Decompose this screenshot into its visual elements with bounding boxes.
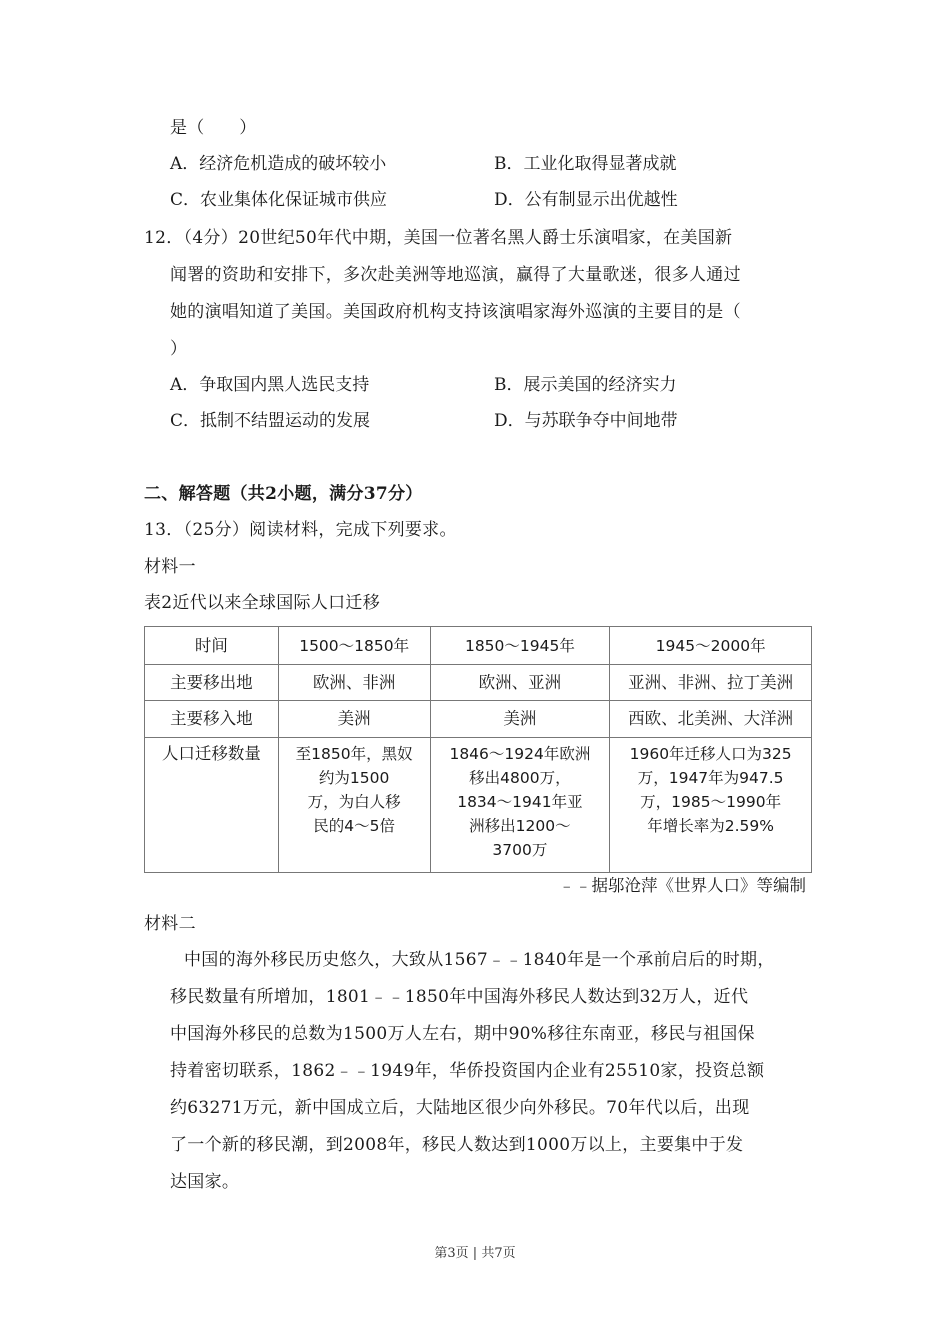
q11-option-c: C．农业集体化保证城市供应 xyxy=(170,190,388,210)
q12-option-a: A．争取国内黑人选民支持 xyxy=(170,375,370,395)
table-header-cell: 时间 xyxy=(145,627,279,665)
table-header-row xyxy=(145,627,812,665)
table-cell: 1960年迁移人口为325 万，1947年为947.5 万，1985～1990年 年增长率为2.59% xyxy=(610,738,812,873)
row-label: 主要移出地 xyxy=(145,665,279,701)
row-label: 人口迁移数量 xyxy=(145,738,279,873)
row-label: 主要移入地 xyxy=(145,701,279,738)
material-2-line: 达国家。 xyxy=(170,1172,240,1192)
page-footer: 第3页 | 共7页 xyxy=(434,1246,516,1261)
material-2-line: 持着密切联系，1862﹣﹣1949年，华侨投资国内企业有25510家，投资总额 xyxy=(170,1061,765,1081)
section-heading: 二、解答题（共2小题，满分37分） xyxy=(144,484,423,504)
q12-line-1: 12．（4分）20世纪50年代中期，美国一位著名黑人爵士乐演唱家，在美国新 xyxy=(144,228,733,248)
q11-option-d: D．公有制显示出优越性 xyxy=(494,190,678,210)
table-cell: 至1850年，黑奴 约为1500 万，为白人移 民的4～5倍 xyxy=(278,738,430,873)
table-source-note: ﹣﹣据邬沧萍《世界人口》等编制 xyxy=(558,876,806,895)
table-cell: 亚洲、非洲、拉丁美洲 xyxy=(610,665,812,701)
q11-stem-end: 是（ ） xyxy=(170,118,257,138)
table-cell: 欧洲、非洲 xyxy=(278,665,430,701)
table-caption: 表2近代以来全球国际人口迁移 xyxy=(144,593,381,613)
migration-table xyxy=(144,626,812,873)
material-2-line: 了一个新的移民潮，到2008年，移民人数达到1000万以上，主要集中于发 xyxy=(170,1135,744,1155)
table-row xyxy=(145,738,812,873)
material-2-label: 材料二 xyxy=(144,914,196,934)
q13-intro: 13．（25分）阅读材料，完成下列要求。 xyxy=(144,520,457,540)
table-cell: 美洲 xyxy=(278,701,430,738)
q12-option-b: B．展示美国的经济实力 xyxy=(494,375,677,395)
q12-option-c: C．抵制不结盟运动的发展 xyxy=(170,411,371,431)
material-2-line: 中国的海外移民历史悠久，大致从1567﹣﹣1840年是一个承前启后的时期， xyxy=(184,950,775,970)
q12-line-2: 闻署的资助和安排下，多次赴美洲等地巡演，赢得了大量歌迷，很多人通过 xyxy=(170,265,741,285)
q12-option-d: D．与苏联争夺中间地带 xyxy=(494,411,678,431)
table-row xyxy=(145,701,812,738)
table-cell: 美洲 xyxy=(430,701,610,738)
q12-line-4: ） xyxy=(170,339,188,359)
table-row xyxy=(145,665,812,701)
table-header-cell: 1500～1850年 xyxy=(278,627,430,665)
table-cell: 欧洲、亚洲 xyxy=(430,665,610,701)
table-cell: 1846～1924年欧洲 移出4800万， 1834～1941年亚 洲移出1200～ 3700万 xyxy=(430,738,610,873)
table-header-cell: 1945～2000年 xyxy=(610,627,812,665)
material-2-line: 中国海外移民的总数为1500万人左右，期中90%移往东南亚，移民与祖国保 xyxy=(170,1024,755,1044)
table-header-cell: 1850～1945年 xyxy=(430,627,610,665)
q12-line-3: 她的演唱知道了美国。美国政府机构支持该演唱家海外巡演的主要目的是（ xyxy=(170,302,741,322)
material-1-label: 材料一 xyxy=(144,557,196,577)
table-cell: 西欧、北美洲、大洋洲 xyxy=(610,701,812,738)
material-2-line: 移民数量有所增加，1801﹣﹣1850年中国海外移民人数达到32万人，近代 xyxy=(170,987,749,1007)
q11-option-a: A．经济危机造成的破坏较小 xyxy=(170,154,387,174)
q11-option-b: B．工业化取得显著成就 xyxy=(494,154,677,174)
material-2-line: 约63271万元，新中国成立后，大陆地区很少向外移民。70年代以后，出现 xyxy=(170,1098,750,1118)
